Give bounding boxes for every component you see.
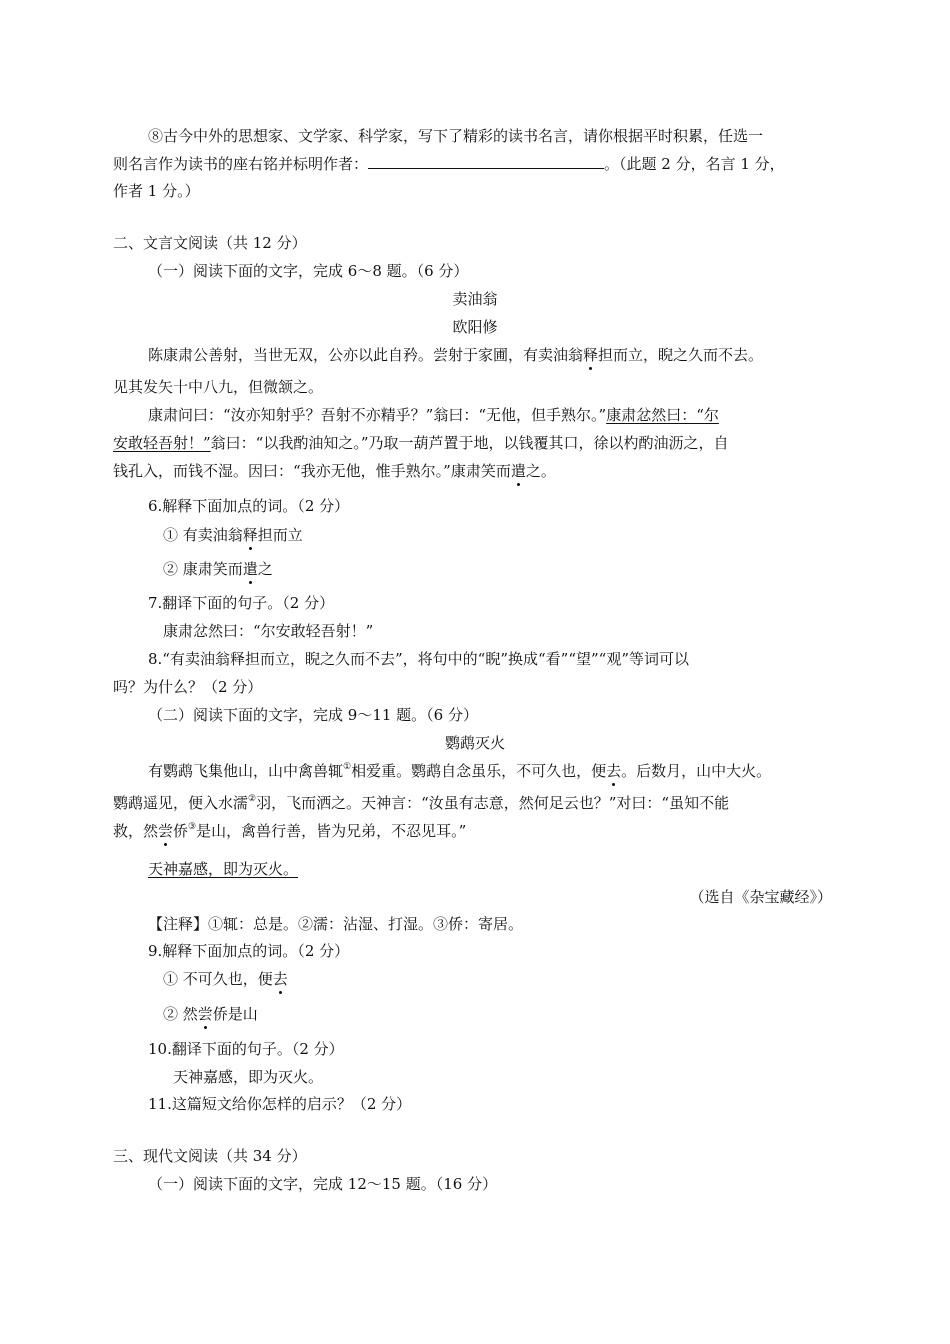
passage-1-line-2: 见其发矢十中八九，但微颔之。 (113, 378, 324, 396)
question-9-item-1: ① 不可久也，便去 (163, 970, 288, 988)
question-10: 10.翻译下面的句子。（2 分） (148, 1040, 344, 1058)
passage-2-line-1: 康肃问曰：“汝亦知射乎？吾射不亦精乎？”翁曰：“无他，但手熟尔。”康肃忿然曰：“尔 (148, 406, 719, 424)
part-1-intro: （一）阅读下面的文字，完成 6～8 题。（6 分） (148, 262, 469, 280)
part-2-intro: （二）阅读下面的文字，完成 9～11 题。（6 分） (148, 706, 478, 724)
story-line-1: 有鹦鹉飞集他山，山中禽兽辄①相爱重。鹦鹉自念虽乐，不可久也，便去。后数月，山中大火。 (148, 762, 772, 780)
question-11: 11.这篇短文给你怎样的启示？（2 分） (148, 1095, 412, 1113)
story-line-2: 鹦鹉遥见，便入水濡②羽，飞而洒之。天神言：“汝虽有志意，然何足云也？”对曰：“虽知不能 (113, 794, 730, 812)
question-6-item-1: ① 有卖油翁释担而立 (163, 526, 303, 544)
story-title: 鹦鹉灭火 (444, 734, 505, 752)
q5-8-line-2: 则名言作为读书的座右铭并标明作者： 。（此题 2 分，名言 1 分， (113, 155, 785, 173)
question-10-sentence: 天神嘉感，即为灭火。 (173, 1068, 324, 1086)
story-line-3: 救，然尝侨③是山，禽兽行善，皆为兄弟，不忍见耳。” (113, 822, 467, 840)
question-7: 7.翻译下面的句子。（2 分） (148, 594, 335, 612)
story-source: （选自《杂宝藏经》） (689, 888, 832, 906)
question-6-item-2: ② 康肃笑而遣之 (163, 560, 273, 578)
answer-blank[interactable] (368, 154, 604, 169)
question-9-item-2: ② 然尝侨是山 (163, 1005, 258, 1023)
poem-author: 欧阳修 (452, 318, 498, 336)
passage-2-line-2: 安敢轻吾射！”翁曰：“以我酌油知之。”乃取一葫芦置于地，以钱覆其口，徐以杓酌油沥之，自 (113, 434, 729, 452)
section-3-title: 三、现代文阅读（共 34 分） (113, 1147, 307, 1165)
question-6: 6.解释下面加点的词。（2 分） (148, 497, 350, 515)
passage-1-line-1: 陈康肃公善射，当世无双，公亦以此自矜。尝射于家圃，有卖油翁释担而立，睨之久而不去。 (148, 346, 764, 364)
question-8-line-1: 8.“有卖油翁释担而立，睨之久而不去”，将句中的“睨”换成“看”“望”“观”等词可以 (148, 650, 689, 668)
section-3-intro: （一）阅读下面的文字，完成 12～15 题。（16 分） (148, 1175, 498, 1193)
story-line-4: 天神嘉感，即为灭火。 (148, 860, 299, 878)
section-2-title: 二、文言文阅读（共 12 分） (113, 234, 307, 252)
q5-8-line-3: 作者 1 分。） (113, 182, 200, 200)
story-notes: 【注释】①辄：总是。②濡：沾湿、打湿。③侨：寄居。 (148, 915, 524, 933)
question-8-line-2: 吗？为什么？（2 分） (113, 678, 263, 696)
passage-2-line-3: 钱孔入，而钱不湿。因曰：“我亦无他，惟手熟尔。”康肃笑而遣之。 (113, 462, 556, 480)
question-9: 9.解释下面加点的词。（2 分） (148, 942, 350, 960)
question-7-sentence: 康肃忿然曰：“尔安敢轻吾射！” (163, 622, 374, 640)
poem-title: 卖油翁 (452, 290, 498, 308)
q5-8-line-1: ⑧古今中外的思想家、文学家、科学家，写下了精彩的读书名言，请你根据平时积累，任选一 (148, 127, 764, 145)
